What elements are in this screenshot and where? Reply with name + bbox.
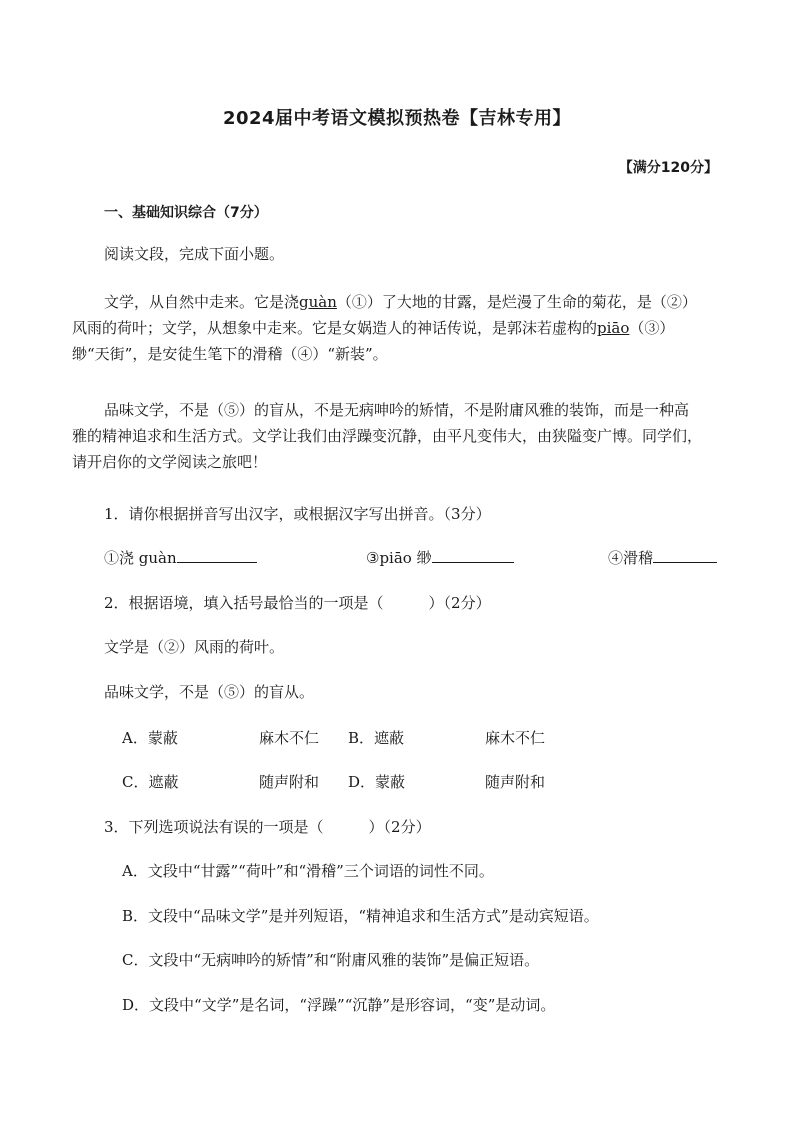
text-run: 缈“天街”，是安徒生笔下的滑稽（④）“新装”。	[72, 345, 388, 363]
q3-option-a[interactable]: A．文段中“甘露”“荷叶”和“滑稽”三个词语的词性不同。	[122, 862, 494, 880]
q2-option-c-value: 随声附和	[259, 773, 320, 791]
text-run: 文学，从自然中走来。它是浇	[104, 293, 300, 311]
passage-line	[72, 315, 724, 341]
q3-option-c[interactable]: C．文段中“无病呻吟的矫情”和“附庸风雅的装饰”是偏正短语。	[122, 951, 540, 969]
question-3-stem: 3．下列选项说法有误的一项是（ ）（2分）	[104, 818, 431, 836]
passage-line: 请开启你的文学阅读之旅吧！	[72, 453, 268, 471]
question-2-stem: 2．根据语境，填入括号最恰当的一项是（ ）（2分）	[104, 594, 491, 612]
q3-option-b[interactable]: B．文段中“品味文学”是并列短语，“精神追求和生活方式”是动宾短语。	[122, 907, 599, 925]
passage-line: 雅的精神追求和生活方式。文学让我们由浮躁变沉静，由平凡变伟大，由狭隘变广博。同学们，	[72, 427, 703, 445]
section-heading: 一、基础知识综合（7分）	[104, 205, 268, 221]
pinyin-piao: piāo	[597, 319, 630, 337]
q2-option-b[interactable]: B．遮蔽	[348, 729, 405, 747]
text-run: 风雨的荷叶；文学，从想象中走来。它是女娲造人的神话传说，是郭沫若虚构的	[72, 319, 598, 337]
answer-blank[interactable]	[432, 548, 514, 563]
question-1-stem: 1．请你根据拼音写出汉字，或根据汉字写出拼音。（3分）	[104, 505, 491, 523]
pinyin-guan: guàn	[299, 293, 337, 311]
q2-context-1: 文学是（②）风雨的荷叶。	[104, 638, 285, 656]
q1-item-a	[104, 548, 257, 568]
q2-option-d-value: 随声附和	[485, 773, 546, 791]
passage-line	[72, 397, 724, 423]
answer-blank[interactable]	[177, 548, 257, 563]
q3-option-d[interactable]: D．文段中“文学”是名词，“浮躁”“沉静”是形容词，“变”是动词。	[122, 996, 556, 1014]
passage-paragraph-2	[72, 397, 724, 475]
q2-option-d[interactable]: D．蒙蔽	[348, 773, 406, 791]
q2-option-a[interactable]: A．蒙蔽	[122, 729, 178, 747]
passage-line	[72, 289, 724, 315]
text-run: 品味文学，不是（⑤）的盲从，不是无病呻吟的矫情，不是附庸风雅的装饰，而是一种高	[104, 401, 690, 419]
instruction: 阅读文段，完成下面小题。	[104, 245, 285, 263]
q1-item-b	[366, 548, 514, 568]
q2-context-2: 品味文学，不是（⑤）的盲从。	[104, 683, 315, 701]
q1-item-c	[608, 548, 717, 568]
q1-item-c-label: ④滑稽	[608, 549, 654, 567]
q1-item-b-label: ③piāo 缈	[366, 549, 432, 567]
passage-paragraph-1	[72, 289, 724, 367]
text-run: （①）了大地的甘露，是烂漫了生命的菊花，是（②）	[336, 293, 697, 311]
full-score: 【满分120分】	[618, 160, 718, 176]
q2-option-c[interactable]: C．遮蔽	[122, 773, 179, 791]
passage-line	[72, 341, 724, 367]
exam-title: 2024届中考语文模拟预热卷【吉林专用】	[222, 108, 572, 129]
text-run: （③）	[629, 319, 675, 337]
q2-option-a-value: 麻木不仁	[259, 729, 320, 747]
answer-blank[interactable]	[653, 548, 717, 563]
q2-option-b-value: 麻木不仁	[485, 729, 546, 747]
q1-item-a-label: ①浇 guàn	[104, 549, 177, 567]
